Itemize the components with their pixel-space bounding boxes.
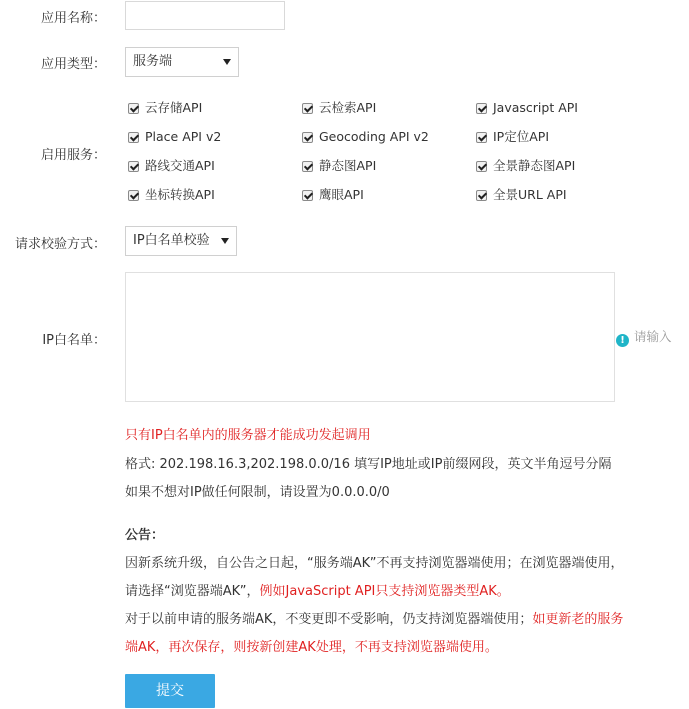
service-label: 云检索API bbox=[319, 100, 377, 115]
app-type-value: 服务端 bbox=[133, 54, 173, 69]
checkbox-checked-icon[interactable] bbox=[128, 161, 139, 172]
service-checkbox[interactable] bbox=[128, 187, 215, 203]
checkbox-checked-icon[interactable] bbox=[302, 132, 313, 143]
service-checkbox[interactable] bbox=[476, 129, 549, 145]
announcement-warning: 如更新老的服务 bbox=[532, 612, 624, 627]
checkbox-checked-icon[interactable] bbox=[476, 103, 487, 114]
service-checkbox[interactable] bbox=[128, 100, 202, 116]
announcement-line-2 bbox=[125, 580, 510, 599]
verify-method-value: IP白名单校验 bbox=[133, 233, 210, 248]
chevron-down-icon bbox=[223, 59, 231, 65]
announcement-text: 请选择“浏览器端AK”， bbox=[125, 584, 260, 599]
service-label: Geocoding API v2 bbox=[319, 129, 429, 144]
checkbox-checked-icon[interactable] bbox=[302, 161, 313, 172]
service-label: 全景静态图API bbox=[493, 158, 576, 173]
service-checkbox[interactable] bbox=[128, 158, 215, 174]
checkbox-checked-icon[interactable] bbox=[128, 190, 139, 201]
app-name-label: 应用名称： bbox=[40, 11, 106, 26]
checkbox-checked-icon[interactable] bbox=[128, 132, 139, 143]
app-type-label: 应用类型： bbox=[40, 57, 106, 72]
chevron-down-icon bbox=[221, 238, 229, 244]
service-checkbox[interactable] bbox=[302, 129, 429, 145]
checkbox-checked-icon[interactable] bbox=[302, 103, 313, 114]
announcement-text: 对于以前申请的服务端AK，不变更即不受影响，仍支持浏览器端使用； bbox=[125, 612, 533, 627]
announcement-line-3 bbox=[125, 608, 623, 627]
whitelist-hint bbox=[616, 327, 672, 347]
service-label: 路线交通API bbox=[145, 158, 215, 173]
whitelist-warning: 只有IP白名单内的服务器才能成功发起调用 bbox=[125, 428, 371, 443]
unrestricted-note: 如果不想对IP做任何限制，请设置为0.0.0.0/0 bbox=[125, 485, 390, 500]
service-label: Place API v2 bbox=[145, 129, 222, 144]
service-label: 静态图API bbox=[319, 158, 377, 173]
service-label: 全景URL API bbox=[493, 187, 567, 202]
checkbox-checked-icon[interactable] bbox=[476, 161, 487, 172]
verify-method-label: 请求校验方式： bbox=[14, 237, 106, 252]
service-label: IP定位API bbox=[493, 129, 549, 144]
announcement-title: 公告： bbox=[125, 528, 165, 543]
announcement-line-1: 因新系统升级，自公告之日起，“服务端AK”不再支持浏览器端使用；在浏览器端使用， bbox=[125, 556, 624, 571]
checkbox-checked-icon[interactable] bbox=[128, 103, 139, 114]
services-label: 启用服务： bbox=[40, 148, 106, 163]
ip-whitelist-label: IP白名单： bbox=[42, 333, 106, 348]
submit-button[interactable]: 提交 bbox=[125, 674, 215, 708]
service-label: 鹰眼API bbox=[319, 187, 364, 202]
service-checkbox[interactable] bbox=[302, 158, 376, 174]
service-checkbox[interactable] bbox=[128, 129, 221, 145]
service-checkbox[interactable] bbox=[302, 187, 364, 203]
checkbox-checked-icon[interactable] bbox=[302, 190, 313, 201]
whitelist-hint-text: 请输入 bbox=[634, 329, 672, 344]
service-checkbox[interactable] bbox=[476, 158, 575, 174]
announcement-line-4: 端AK，再次保存，则按新创建AK处理，不再支持浏览器端使用。 bbox=[125, 640, 498, 655]
app-type-select[interactable] bbox=[125, 47, 239, 77]
service-checkbox[interactable] bbox=[476, 187, 567, 203]
announcement-warning: 例如JavaScript API只支持浏览器类型AK。 bbox=[259, 584, 510, 599]
checkbox-checked-icon[interactable] bbox=[476, 190, 487, 201]
service-label: 坐标转换API bbox=[145, 187, 215, 202]
service-label: Javascript API bbox=[493, 100, 578, 115]
info-icon: ! bbox=[616, 334, 629, 347]
ip-whitelist-textarea[interactable] bbox=[125, 272, 615, 402]
service-checkbox[interactable] bbox=[302, 100, 376, 116]
format-note: 格式: 202.198.16.3,202.198.0.0/16 填写IP地址或IP前缀网段，英文半角逗号分隔 bbox=[125, 457, 612, 472]
checkbox-checked-icon[interactable] bbox=[476, 132, 487, 143]
verify-method-select[interactable] bbox=[125, 226, 237, 256]
service-checkbox[interactable] bbox=[476, 100, 578, 116]
service-label: 云存储API bbox=[145, 100, 203, 115]
app-name-input[interactable] bbox=[125, 1, 285, 30]
